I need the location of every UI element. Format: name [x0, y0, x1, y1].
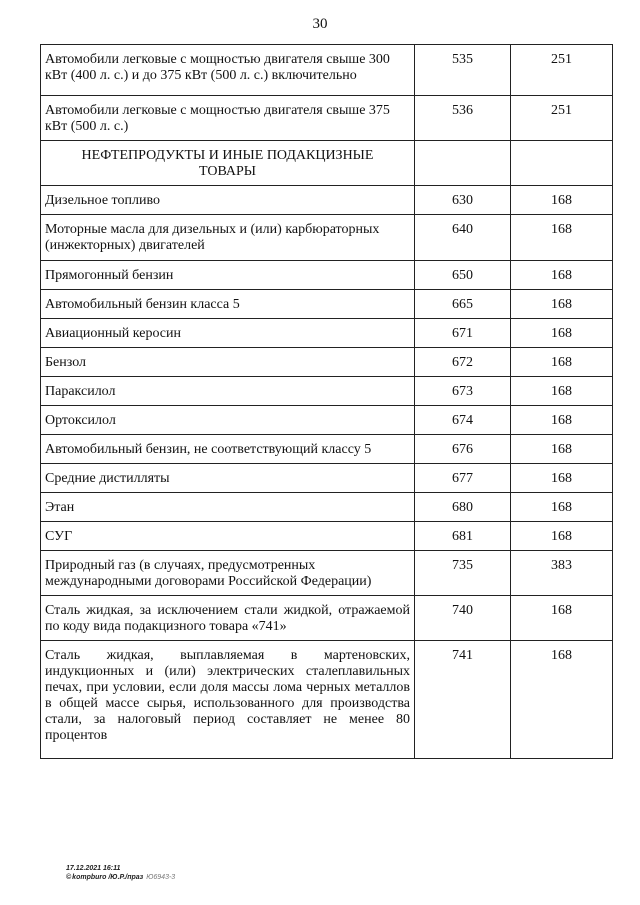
product-code-cell: 665 — [415, 290, 511, 319]
product-code-cell: 671 — [415, 319, 511, 348]
product-name-cell: Автомобильный бензин класса 5 — [41, 290, 415, 319]
section-header-row — [41, 141, 613, 186]
rate-code-cell: 168 — [511, 464, 613, 493]
rate-code-cell: 168 — [511, 261, 613, 290]
product-name-cell: Природный газ (в случаях, предусмотренных международными договорами Российской Федерации) — [41, 551, 415, 596]
rate-code-cell: 251 — [511, 96, 613, 141]
product-code-cell: 674 — [415, 406, 511, 435]
product-name-cell: Ортоксилол — [41, 406, 415, 435]
rate-code-cell: 251 — [511, 45, 613, 96]
product-name-cell: Сталь жидкая, за исключением стали жидкой, отражаемой по коду вида подакцизного товара «741» — [41, 596, 415, 641]
product-name-cell: Прямогонный бензин — [41, 261, 415, 290]
product-name-cell: СУГ — [41, 522, 415, 551]
excise-codes-table — [40, 44, 613, 759]
product-code-cell: 672 — [415, 348, 511, 377]
product-code-cell: 673 — [415, 377, 511, 406]
product-name-cell: Моторные масла для дизельных и (или) карбюраторных (инжекторных) двигателей — [41, 215, 415, 261]
rate-code-cell: 168 — [511, 596, 613, 641]
product-name-cell: Этан — [41, 493, 415, 522]
product-name-cell: Авиационный керосин — [41, 319, 415, 348]
product-name-cell: Сталь жидкая, выплавляемая в мартеновских, индукционных и (или) электрических сталеплавильных печах, при условии, если доля массы лома черных металлов в общей массе сырья, использованного для производства стали, за налоговый период составляет не менее 80 процентов — [41, 641, 415, 759]
rate-code-cell: 168 — [511, 348, 613, 377]
page-number: 30 — [312, 16, 328, 32]
product-name-cell: Автомобили легковые с мощностью двигателя свыше 300 кВт (400 л. с.) и до 375 кВт (500 л. с.) включительно — [41, 45, 415, 96]
rate-code-cell: 168 — [511, 641, 613, 759]
section-title: НЕФТЕПРОДУКТЫ И ИНЫЕ ПОДАКЦИЗНЫЕ ТОВАРЫ — [41, 141, 415, 186]
rate-code-cell: 168 — [511, 435, 613, 464]
rate-code-cell: 168 — [511, 319, 613, 348]
product-code-cell: 640 — [415, 215, 511, 261]
footer-system: kompburo /Ю.Р./праз — [72, 874, 144, 881]
rate-code-cell: 168 — [511, 522, 613, 551]
table-row — [41, 290, 613, 319]
table-row — [41, 96, 613, 141]
product-code-cell: 650 — [415, 261, 511, 290]
footer-ref: Ю6943-3 — [146, 874, 176, 881]
product-code-cell: 681 — [415, 522, 511, 551]
product-name-cell: Автомобильный бензин, не соответствующий классу 5 — [41, 435, 415, 464]
product-code-cell: 677 — [415, 464, 511, 493]
table-row — [41, 319, 613, 348]
table-row — [41, 348, 613, 377]
rate-code-cell: 168 — [511, 186, 613, 215]
table-row — [41, 435, 613, 464]
rate-code-cell: 383 — [511, 551, 613, 596]
table-row — [41, 522, 613, 551]
rate-code-cell — [511, 141, 613, 186]
footer-timestamp: 17.12.2021 16:11 — [66, 865, 121, 872]
product-code-cell: 741 — [415, 641, 511, 759]
product-name-cell: Автомобили легковые с мощностью двигателя свыше 375 кВт (500 л. с.) — [41, 96, 415, 141]
product-code-cell: 680 — [415, 493, 511, 522]
table-row — [41, 215, 613, 261]
product-code-cell: 535 — [415, 45, 511, 96]
table-row — [41, 377, 613, 406]
product-code-cell: 630 — [415, 186, 511, 215]
table-row — [41, 45, 613, 96]
product-code-cell: 676 — [415, 435, 511, 464]
rate-code-cell: 168 — [511, 290, 613, 319]
table-row — [41, 551, 613, 596]
product-name-cell: Бензол — [41, 348, 415, 377]
product-code-cell: 735 — [415, 551, 511, 596]
rate-code-cell: 168 — [511, 406, 613, 435]
product-name-cell: Средние дистилляты — [41, 464, 415, 493]
product-name-cell: Дизельное топливо — [41, 186, 415, 215]
product-code-cell — [415, 141, 511, 186]
footer-system-line — [66, 873, 175, 882]
table-row — [41, 261, 613, 290]
table-row — [41, 406, 613, 435]
rate-code-cell: 168 — [511, 377, 613, 406]
table-row — [41, 641, 613, 759]
rate-code-cell: 168 — [511, 215, 613, 261]
product-name-cell: Параксилол — [41, 377, 415, 406]
footer — [66, 864, 175, 882]
table-row — [41, 596, 613, 641]
table-body — [41, 45, 613, 759]
product-code-cell: 536 — [415, 96, 511, 141]
rate-code-cell: 168 — [511, 493, 613, 522]
table-row — [41, 493, 613, 522]
table-row — [41, 186, 613, 215]
table-row — [41, 464, 613, 493]
copyright-icon: © — [66, 874, 72, 881]
product-code-cell: 740 — [415, 596, 511, 641]
